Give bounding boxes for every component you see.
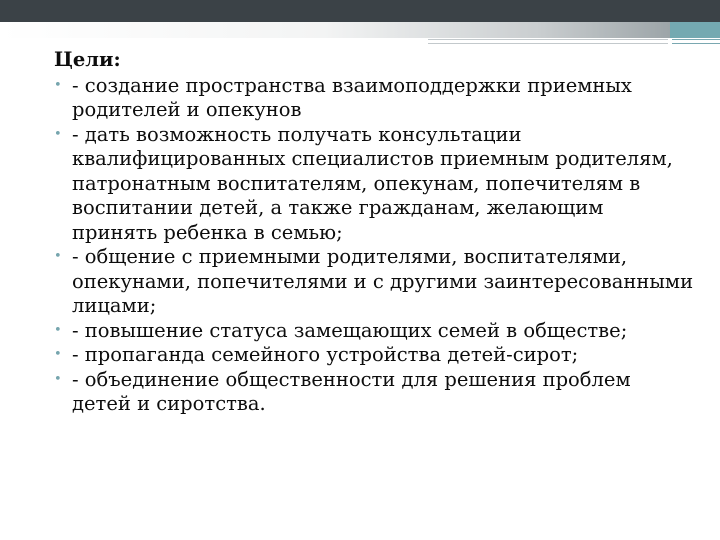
list-item-text: - пропаганда семейного устройства детей-сирот;: [72, 343, 579, 366]
list-item: [54, 319, 694, 344]
list-item-text: - создание пространства взаимоподдержки приемных родителей и опекунов: [72, 73, 632, 121]
header-accent-block: [670, 22, 720, 38]
decorative-line: [672, 43, 720, 44]
slide-heading: Цели:: [54, 48, 121, 71]
header-gradient-strip: [0, 22, 720, 38]
header-band: [0, 0, 720, 22]
list-item: [54, 343, 694, 368]
list-item: [54, 74, 694, 123]
list-item: [54, 245, 694, 319]
list-item: [54, 123, 694, 246]
decorative-line: [428, 43, 668, 44]
list-item: [54, 368, 694, 417]
list-item-text: - общение с приемными родителями, воспитателями, опекунами, попечителями и с другими заинтересованными лицами;: [72, 245, 694, 317]
list-item-text: - объединение общественности для решения проблем детей и сиротства.: [72, 367, 631, 415]
list-item-text: - дать возможность получать консультации квалифицированных специалистов приемным родителям, патронатным воспитателям, опекунам, попечителям в воспитании детей, а также гражданам, желающим принять ребенка в семью;: [72, 122, 673, 244]
decorative-line: [672, 39, 720, 40]
bullet-icon: •: [54, 322, 62, 338]
goals-list: [54, 74, 694, 417]
list-item-text: - повышение статуса замещающих семей в обществе;: [72, 318, 628, 342]
bullet-icon: •: [54, 77, 62, 93]
bullet-icon: •: [54, 347, 62, 362]
bullet-icon: •: [54, 249, 62, 264]
slide-content: [54, 48, 694, 417]
bullet-icon: •: [54, 371, 62, 387]
bullet-icon: •: [54, 126, 62, 142]
decorative-line: [428, 39, 668, 40]
